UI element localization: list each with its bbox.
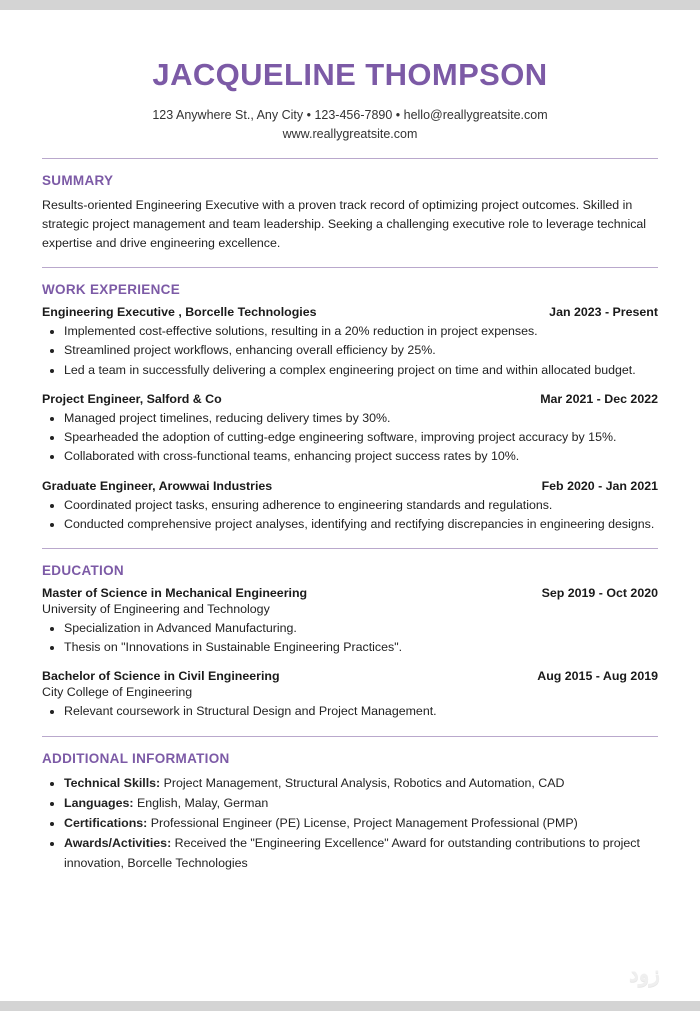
summary-text: Results-oriented Engineering Executive with a proven track record of optimizing project outcomes. Skilled in strategic project management and team leadership. Seeking a challenging executive role to leverage technical expertise and drive engineering excellence. [42,197,647,251]
work-entry [42,305,658,380]
work-entry-dates: Jan 2023 - Present [549,305,658,320]
list-item: • Collaborated with cross-functional teams, enhancing project success rates by 10%. [64,447,658,466]
bottom-background-strip [0,1001,700,1011]
work-entry-bullets [42,409,658,467]
section-title-education: EDUCATION [42,563,124,578]
additional-label: Certifications: [64,816,148,831]
list-item [64,814,658,833]
work-entry-role: Engineering Executive , Borcelle Technologies [42,305,317,320]
additional-information-list [42,774,658,873]
section-title-additional-information: ADDITIONAL INFORMATION [42,750,230,766]
divider-header [42,158,658,159]
list-item: • Relevant coursework in Structural Design and Project Management. [64,702,658,721]
work-entry-head [42,479,658,493]
education-dates: Aug 2015 - Aug 2019 [537,669,658,684]
additional-label: Awards/Activities: [64,836,172,851]
list-item [64,834,658,872]
contact-info [42,106,658,144]
divider-work [42,548,658,549]
work-entry [42,479,658,534]
section-title-summary: SUMMARY [42,172,114,188]
list-item: • Conducted comprehensive project analyses, identifying and rectifying discrepancies in engineering designs. [64,515,658,534]
watermark-text: زود [628,961,660,986]
education-entry [42,669,658,721]
work-entry-bullets [42,322,658,380]
additional-bullets [42,774,658,873]
additional-value: Project Management, Structural Analysis, Robotics and Automation, CAD [160,775,565,790]
contact-website: www.reallygreatsite.com [282,126,418,141]
work-entry-bullets [42,496,658,534]
work-entry-dates: Feb 2020 - Jan 2021 [541,478,658,493]
additional-value: Professional Engineer (PE) License, Project Management Professional (PMP) [147,816,578,831]
contact-line-1: 123 Anywhere St., Any City • 123-456-7890 • hello@reallygreatsite.com [152,108,548,123]
work-entry-role: Graduate Engineer, Arowwai Industries [42,478,273,493]
work-entry-head [42,392,658,406]
divider-education [42,736,658,737]
additional-value: Received the "Engineering Excellence" Award for outstanding contributions to project innovation, Borcelle Technologies [64,836,640,870]
list-item: • Specialization in Advanced Manufacturing. [64,619,658,638]
work-entry-role: Project Engineer, Salford & Co [42,391,222,406]
education-school: University of Engineering and Technology [42,602,270,616]
list-item: • Streamlined project workflows, enhancing overall efficiency by 25%. [64,341,658,360]
education-entry [42,586,658,657]
work-entry-dates: Mar 2021 - Dec 2022 [540,391,658,406]
education-bullets [42,619,658,657]
additional-value: English, Malay, German [133,795,269,810]
education-degree: Bachelor of Science in Civil Engineering [42,669,280,684]
education-entry-head [42,669,658,683]
list-item: • Managed project timelines, reducing delivery times by 30%. [64,409,658,428]
list-item [64,794,658,813]
watermark [629,961,660,987]
education-degree: Master of Science in Mechanical Engineering [42,586,308,600]
list-item: • Spearheaded the adoption of cutting-edge engineering software, improving project accuracy by 15%. [64,428,658,447]
list-item: • Implemented cost-effective solutions, resulting in a 20% reduction in project expenses. [64,322,658,341]
education-dates: Sep 2019 - Oct 2020 [541,586,658,600]
education-school: City College of Engineering [42,685,193,700]
divider-summary [42,267,658,268]
top-background-strip [0,0,700,10]
section-title-work-experience: WORK EXPERIENCE [42,282,181,298]
education-entry-head [42,586,658,600]
resume-sheet [0,10,700,1001]
list-item: • Coordinated project tasks, ensuring adherence to engineering standards and regulations. [64,496,658,515]
list-item [64,774,658,793]
additional-label: Technical Skills: [64,775,161,790]
education-bullets [42,702,658,721]
work-entry [42,392,658,467]
list-item: • Thesis on "Innovations in Sustainable Engineering Practices". [64,638,658,657]
additional-label: Languages: [64,795,134,810]
list-item: • Led a team in successfully delivering a complex engineering project on time and within allocated budget. [64,361,658,380]
work-entry-head [42,305,658,319]
page-title: JACQUELINE THOMPSON [152,57,548,92]
